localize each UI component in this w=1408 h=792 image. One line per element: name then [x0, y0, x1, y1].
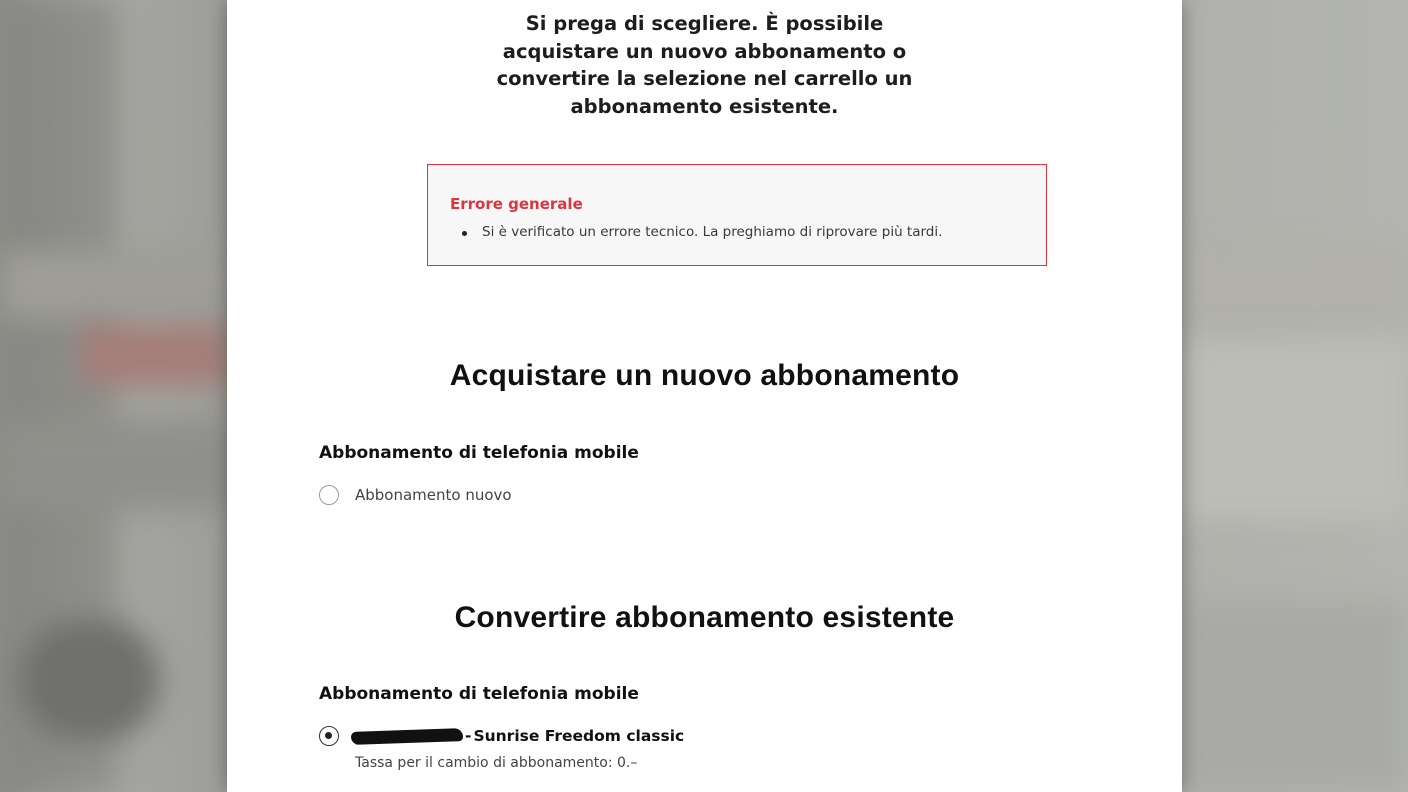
- subscription-choice-page: [227, 0, 1182, 792]
- background-blur-shape: [1180, 600, 1408, 792]
- redacted-phone-number: [351, 728, 463, 745]
- background-blur-shape: [20, 620, 160, 740]
- error-title: Errore generale: [450, 195, 583, 213]
- background-blur-shape: [1180, 340, 1408, 520]
- new-subscription-label[interactable]: Abbonamento nuovo: [355, 486, 512, 504]
- existing-plan-separator: -: [465, 727, 472, 745]
- new-subscription-radio[interactable]: [319, 485, 339, 505]
- background-blur-shape: [0, 250, 240, 320]
- existing-subscription-radio[interactable]: [319, 726, 339, 746]
- intro-text: Si prega di scegliere. È possibile acquistare un nuovo abbonamento o convertire la selezione nel carrello un abbonamento esistente.: [496, 12, 913, 118]
- convert-group-label: Abbonamento di telefonia mobile: [319, 684, 639, 704]
- intro-block: [227, 10, 1182, 120]
- existing-subscription-option[interactable]: [319, 726, 684, 746]
- new-subscription-option[interactable]: [319, 485, 512, 505]
- background-blur-shape: [0, 420, 230, 510]
- existing-plan-name[interactable]: Sunrise Freedom classic: [473, 727, 685, 745]
- background-blur-shape: [80, 325, 230, 385]
- convert-section-title: Convertire abbonamento esistente: [454, 601, 955, 634]
- plan-change-fee: Tassa per il cambio di abbonamento: 0.–: [355, 755, 638, 771]
- error-alert: [427, 164, 1047, 266]
- buy-group-label: Abbonamento di telefonia mobile: [319, 443, 639, 463]
- buy-section-title: Acquistare un nuovo abbonamento: [449, 359, 960, 392]
- background-blur-shape: [1180, 250, 1408, 320]
- error-message-list: [462, 224, 942, 240]
- error-message: Si è verificato un errore tecnico. La preghiamo di riprovare più tardi.: [462, 224, 942, 240]
